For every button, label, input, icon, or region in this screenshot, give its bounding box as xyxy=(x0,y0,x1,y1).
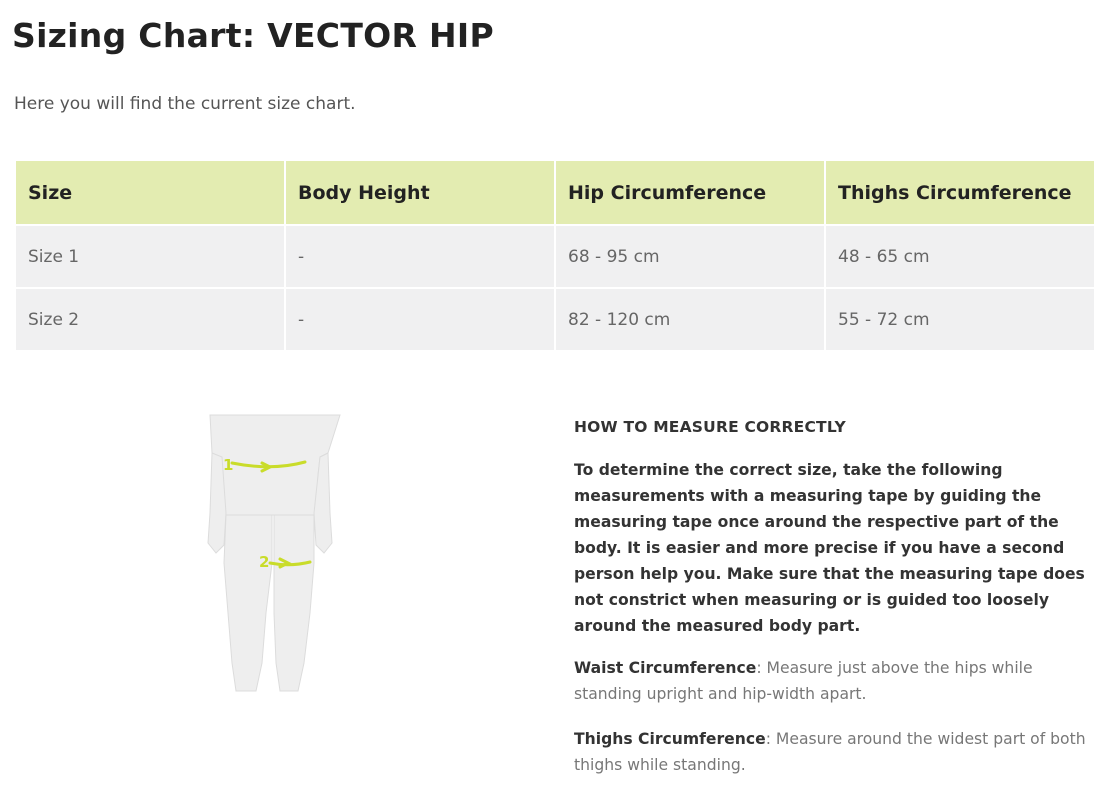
thighs-definition-term: Thighs Circumference xyxy=(574,730,766,748)
table-header-row xyxy=(15,160,1095,225)
cell-thighs-circumference: 55 - 72 cm xyxy=(825,288,1095,351)
header-thighs-circumference: Thighs Circumference xyxy=(825,160,1095,225)
waist-definition xyxy=(574,655,1096,707)
waist-definition-term: Waist Circumference xyxy=(574,659,757,677)
cell-size: Size 1 xyxy=(15,225,285,288)
marker-1: 1 xyxy=(223,456,234,474)
cell-thighs-circumference: 48 - 65 cm xyxy=(825,225,1095,288)
marker-2: 2 xyxy=(259,553,270,571)
header-size: Size xyxy=(15,160,285,225)
cell-body-height: - xyxy=(285,288,555,351)
table-row xyxy=(15,225,1095,288)
measure-instructions xyxy=(574,414,1096,797)
table-row xyxy=(15,288,1095,351)
instructions-heading: HOW TO MEASURE CORRECTLY xyxy=(574,418,846,436)
cell-hip-circumference: 82 - 120 cm xyxy=(555,288,825,351)
instructions-lead: To determine the correct size, take the following measurements with a measuring tape by guiding the measuring tape once around the respective part of the body. It is easier and more precise if you have a second person help you. Make sure that the measuring tape does not constrict when measuring or is guided too loosely around the measured body part. xyxy=(574,461,1085,635)
cell-hip-circumference: 68 - 95 cm xyxy=(555,225,825,288)
intro-text: Here you will find the current size chart. xyxy=(14,94,356,114)
page-title: Sizing Chart: VECTOR HIP xyxy=(12,16,494,55)
header-body-height: Body Height xyxy=(285,160,555,225)
header-hip-circumference: Hip Circumference xyxy=(555,160,825,225)
waist-definition-text: : Measure just above the hips while standing upright and hip-width apart. xyxy=(574,659,1033,703)
body-silhouette-illustration xyxy=(200,413,350,696)
thighs-definition-text: : Measure around the widest part of both thighs while standing. xyxy=(574,730,1086,774)
thighs-definition xyxy=(574,726,1096,778)
body-measurement-figure xyxy=(200,413,350,696)
size-table xyxy=(14,159,1096,352)
cell-body-height: - xyxy=(285,225,555,288)
cell-size: Size 2 xyxy=(15,288,285,351)
